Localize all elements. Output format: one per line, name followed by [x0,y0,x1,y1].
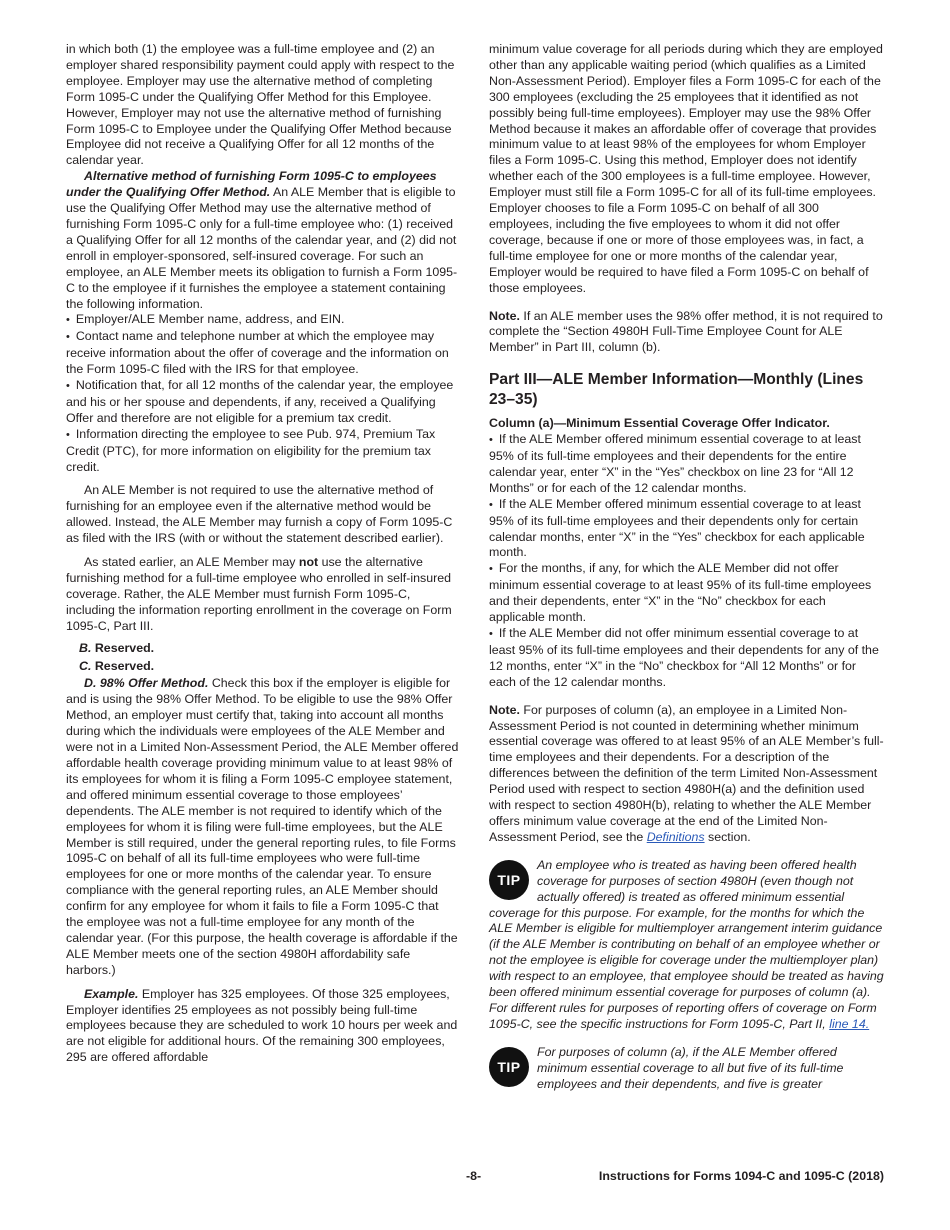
line-14-link[interactable]: line 14. [829,1016,870,1031]
emphasis-not: not [298,555,319,570]
item-text: Reserved. [94,640,155,655]
tip-icon: TIP [489,860,529,900]
paragraph-98-offer-method [66,676,459,978]
note-label: Note. [489,702,520,717]
list-item: • Employer/ALE Member name, address, and EIN. [66,312,459,329]
text-span: use the alternative furnishing method for a full-time employee who enrolled in self-insured coverage. Rather, the ALE Member must furnish Form 1095-C, including the information reporting enrollment in the coverage on Form 1095-C, Part III. [66,555,452,633]
tip-body: An employee who is treated as having been offered health coverage for purposes of section 4980H (even though not actually offered) is treated as offered minimum essential coverage for this purpose. For example, for the months for which the ALE Member is eligible for multiemployer arrangement interim guidance (if the ALE Member is contributing on behalf of an employee whether or not the employee is eligible for coverage under the multiemployer plan) with respect to an employee, that employee should be treated as having been offered minimum essential coverage for purposes of column (a). For different rules for purposes of reporting offers of coverage on Form 1095-C, see the specific instructions for Form 1095-C, Part II, [489,857,884,1031]
tip-body: For purposes of column (a), if the ALE Member offered minimum essential coverage to all but five of its full-time employees and their dependents, and five is greater [537,1044,844,1091]
note-label: Note. [489,308,520,323]
list-item: • Information directing the employee to see Pub. 974, Premium Tax Credit (PTC), for more information on eligibility for the premium tax credit. [66,427,459,476]
page-footer [0,1169,950,1187]
tip-icon: TIP [489,1047,529,1087]
list-item: • For the months, if any, for which the ALE Member did not offer minimum essential coverage to at least 95% of its full-time employees and their dependents, enter “X” in the “No” checkbox for each applicable month. [489,561,885,626]
page-number: -8- [466,1169,482,1183]
paragraph-self-insured [66,555,459,635]
tip-block [489,1045,885,1093]
item-b-reserved [66,641,459,657]
section-heading-part-iii: Part III—ALE Member Information—Monthly (Lines 23–35) [489,371,864,409]
text-span: As stated earlier, an ALE Member may [84,555,299,570]
example-body: Employer has 325 employees. Of those 325 employees, Employer identifies 25 employees as not possibly being full-time employees because they are scheduled to work 10 hours per week and are not eligible for additional hours. Of the remaining 300 employees, 295 are offered affordable [66,986,458,1065]
left-column [66,42,459,1066]
item-letter: B. [79,640,92,655]
paragraph-alternative-method [66,169,459,312]
document-title: Instructions for Forms 1094-C and 1095-C (2018) [598,1169,884,1183]
offer-method-heading: D. 98% Offer Method. [84,676,209,691]
list-item: • Notification that, for all 12 months of the calendar year, the employee and his or her spouse and dependents, if any, received a Qualifying Offer and therefore are not eligible for a premium tax credit. [66,378,459,427]
paragraph-intro: in which both (1) the employee was a full-time employee and (2) an employer shared responsibility payment could apply with respect to the employee. Employer may use the alternative method of completing Form 1095-C under the Qualifying Offer Method for this Employee. However, Employer may not use the alternative method of furnishing Form 1095-C to Employee under the Qualifying Offer Method because Employee did not receive a Qualifying Offer for all 12 months of the calendar year. [66,42,455,168]
item-letter: C. [79,658,92,673]
note-column-a [489,703,885,846]
offer-method-body: Check this box if the employer is eligible for and is using the 98% Offer Method. To be eligible to use the 98% Offer Method, an employer must certify that, taking into account all months during which the individuals were employees of the ALE Member and were not in a Limited Non-Assessment Period, the ALE Member offered affordable health coverage providing minimum value to at least 98% of its employees for whom it is filing a Form 1095-C employee statement, and offered minimum essential coverage to those employees’ dependents. The ALE member is not required to identify which of the employees for whom it is filing were full-time employees, but the ALE Member is still required, under the general reporting rules, to file Forms 1095-C on behalf of all its full-time employees who were full-time employees for one or more months of the calendar year. To ensure compliance with the general reporting rules, an ALE Member should confirm for any employee for whom it fails to file a Form 1095-C that the employee was not a full-time employee for any month of the calendar year. (For this purpose, the health coverage is affordable if the ALE Member meets one of the section 4980H affordability safe harbors.) [66,676,459,977]
paragraph-example-continued: minimum value coverage for all periods during which they are employed other than any applicable waiting period (which qualifies as a Limited Non-Assessment Period). Employer files a Form 1095-C for each of the 300 employees (excluding the 25 employees that it identified as not possibly being full-time employees). Employer may use the 98% Offer Method because it makes an affordable offer of coverage that provides minimum value to at least 98% of the employees for whom Employer files a Form 1095-C. Using this method, Employer does not identify whether each of the 300 employees is a full-time employee. However, Employer must still file a Form 1095-C for all of its full-time employees. Employer chooses to file a Form 1095-C on behalf of all 300 employees, including the five employees to whom it did not offer coverage, because if one or more of those employees was, in fact, a full-time employee for one or more months of the calendar year, Employer would be required to have filed a Form 1095-C on behalf of those employees. [489,42,883,295]
note-body: For purposes of column (a), an employee in a Limited Non-Assessment Period is not counted in determining whether minimum essential coverage was offered to at least 95% of an ALE Member’s full-time employees and their dependents. For a description of the differences between the definition of the term Limited Non-Assessment Period used with respect to section 4980H(a) and the definition used with respect to section 4980H(b), relating to whether the ALE Member offers minimum value coverage at the end of the Limited Non-Assessment Period, see the [489,702,884,844]
list-item: • If the ALE Member did not offer minimum essential coverage to at least 95% of its full-time employees and their dependents for any of the 12 months, enter “X” in the “No” checkbox for “All 12 Months” or for each of the 12 calendar months. [489,626,885,691]
definitions-link[interactable]: Definitions [646,829,705,844]
note-98-offer [489,309,885,357]
alternative-method-heading: Alternative method of furnishing Form 1095-C to employees under the Qualifying Offer Method. [66,169,437,200]
list-item: • If the ALE Member offered minimum essential coverage to at least 95% of its full-time employees and their dependents for the entire calendar year, enter “X” in the “Yes” checkbox on line 23 for “All 12 Months” or for each of the 12 calendar months. [489,432,885,497]
item-c-reserved [66,659,459,675]
alternative-method-body: An ALE Member that is eligible to use the Qualifying Offer Method may use the alternative method of furnishing Form 1095-C only for a full-time employee who: (1) received a Qualifying Offer for all 12 months of the calendar year, and (2) did not enroll in employer-sponsored, self-insured coverage. For such an employee, an ALE Member meets its obligation to furnish a Form 1095-C to the employee if it furnishes the employee a statement containing the following information. [66,185,458,311]
note-body: If an ALE member uses the 98% offer method, it is not required to complete the “Section 4980H Full-Time Employee Count for ALE Member” in Part III, column (b). [489,308,883,355]
list-item: • Contact name and telephone number at which the employee may receive information about the offer of coverage and the information on the Form 1095-C filed with the IRS for that employee. [66,329,459,378]
right-column [489,42,885,1092]
item-text: Reserved. [94,658,155,673]
list-item: • If the ALE Member offered minimum essential coverage to at least 95% of its full-time employees and their dependents only for certain calendar months, enter “X” in the “Yes” checkbox for each applicable month. [489,497,885,562]
tip-block [489,858,885,1033]
column-a-heading: Column (a)—Minimum Essential Coverage Offer Indicator. [489,416,830,431]
paragraph-not-required: An ALE Member is not required to use the alternative method of furnishing for an employee even if the alternative method would be allowed. Instead, the ALE Member may furnish a copy of Form 1095-C as filed with the IRS (with or without the statement described earlier). [66,483,453,546]
example-label: Example. [84,986,139,1001]
paragraph-example [66,987,459,1067]
note-end: section. [704,829,751,844]
